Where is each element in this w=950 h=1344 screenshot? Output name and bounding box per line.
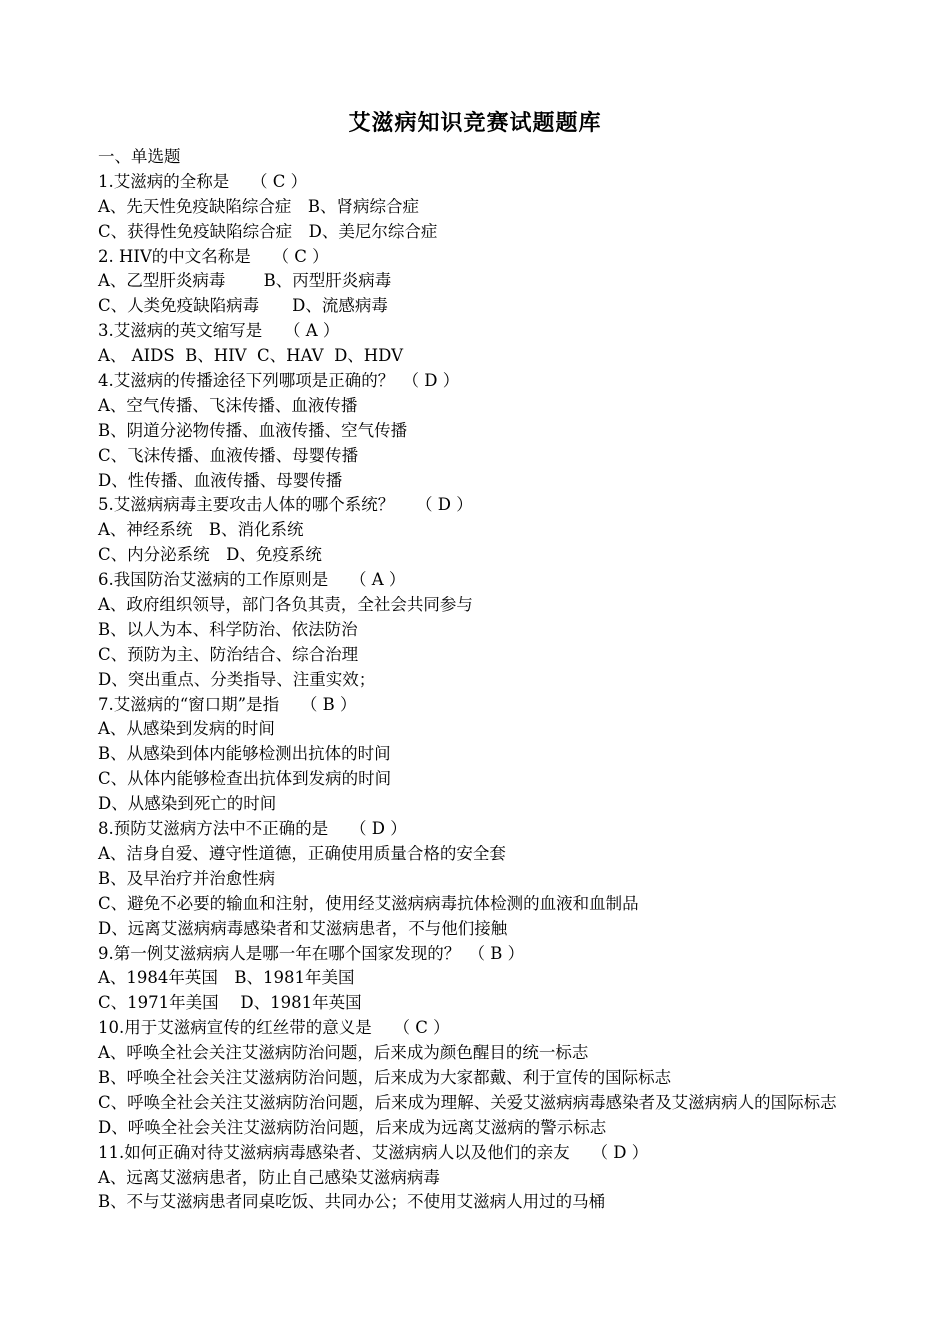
answer-option: B、以人为本、科学防治、依法防治	[98, 619, 358, 639]
question-item: 7.艾滋病的“窗口期”是指 （ B ）	[98, 694, 357, 714]
answer-option: C、飞沫传播、血液传播、母婴传播	[98, 445, 359, 465]
question-item: 8.预防艾滋病方法中不正确的是 （ D ）	[98, 819, 407, 839]
question-item: 11.如何正确对待艾滋病病毒感染者、艾滋病病人以及他们的亲友 （ D ）	[98, 1142, 649, 1162]
answer-option: C、预防为主、防治结合、综合治理	[98, 644, 359, 664]
answer-option: C、呼唤全社会关注艾滋病防治问题，后来成为理解、关爱艾滋病病毒感染者及艾滋病病人的国际标志	[98, 1092, 837, 1112]
answer-option: B、不与艾滋病患者同桌吃饭、共同办公；不使用艾滋病人用过的马桶	[98, 1192, 606, 1212]
question-item: 9.第一例艾滋病病人是哪一年在哪个国家发现的？ （ B ）	[98, 943, 525, 963]
question-item: 10.用于艾滋病宣传的红丝带的意义是 （ C ）	[98, 1018, 450, 1038]
answer-option: C、人类免疫缺陷病毒 D、流感病毒	[98, 296, 388, 316]
answer-option: C、避免不必要的输血和注射，使用经艾滋病病毒抗体检测的血液和血制品	[98, 893, 639, 913]
answer-option: C、1971年美国 D、1981年英国	[98, 993, 362, 1013]
question-item: 3.艾滋病的英文缩写是 （ A ）	[98, 321, 340, 341]
question-item: 6.我国防治艾滋病的工作原则是 （ A ）	[98, 570, 406, 590]
answer-option: A、先天性免疫缺陷综合症 B、肾病综合症	[98, 196, 420, 216]
answer-option: D、呼唤全社会关注艾滋病防治问题，后来成为远离艾滋病的警示标志	[98, 1117, 607, 1137]
answer-option: A、洁身自爱、遵守性道德，正确使用质量合格的安全套	[98, 843, 506, 863]
answer-option: A、神经系统 B、消化系统	[98, 520, 304, 540]
answer-option: C、内分泌系统 D、免疫系统	[98, 545, 322, 565]
answer-option: A、从感染到发病的时间	[98, 719, 275, 739]
answer-option: B、呼唤全社会关注艾滋病防治问题，后来成为大家都戴、利于宣传的国际标志	[98, 1067, 672, 1087]
answer-option: D、远离艾滋病病毒感染者和艾滋病患者，不与他们接触	[98, 918, 508, 938]
answer-option: B、阴道分泌物传播、血液传播、空气传播	[98, 420, 408, 440]
answer-option: A、 AIDS B、HIV C、HAV D、HDV	[98, 346, 404, 366]
answer-option: A、空气传播、飞沫传播、血液传播	[98, 395, 358, 415]
question-item: 1.艾滋病的全称是 （ C ）	[98, 171, 308, 191]
answer-option: C、获得性免疫缺陷综合症 D、美尼尔综合症	[98, 221, 438, 241]
answer-option: B、及早治疗并治愈性病	[98, 868, 276, 888]
answer-option: D、性传播、血液传播、母婴传播	[98, 470, 343, 490]
answer-option: A、乙型肝炎病毒 B、丙型肝炎病毒	[98, 271, 392, 291]
answer-option: B、从感染到体内能够检测出抗体的时间	[98, 744, 391, 764]
answer-option: A、政府组织领导，部门各负其责，全社会共同参与	[98, 595, 473, 615]
answer-option: A、远离艾滋病患者，防止自己感染艾滋病病毒	[98, 1167, 440, 1187]
answer-option: A、1984年英国 B、1981年美国	[98, 968, 355, 988]
answer-option: A、呼唤全社会关注艾滋病防治问题，后来成为颜色醒目的统一标志	[98, 1043, 589, 1063]
question-item: 2. HIV的中文名称是 （ C ）	[98, 246, 329, 266]
document-body	[98, 145, 868, 1215]
document-title: 艾滋病知识竞赛试题题库	[348, 110, 602, 136]
answer-option: D、突出重点、分类指导、注重实效；	[98, 669, 376, 689]
answer-option: C、从体内能够检查出抗体到发病的时间	[98, 769, 392, 789]
question-item: 5.艾滋病病毒主要攻击人体的哪个系统？ （ D ）	[98, 495, 473, 515]
section-heading: 一、单选题	[98, 147, 181, 166]
answer-option: D、从感染到死亡的时间	[98, 794, 277, 814]
question-item: 4.艾滋病的传播途径下列哪项是正确的？ （ D ）	[98, 371, 460, 391]
